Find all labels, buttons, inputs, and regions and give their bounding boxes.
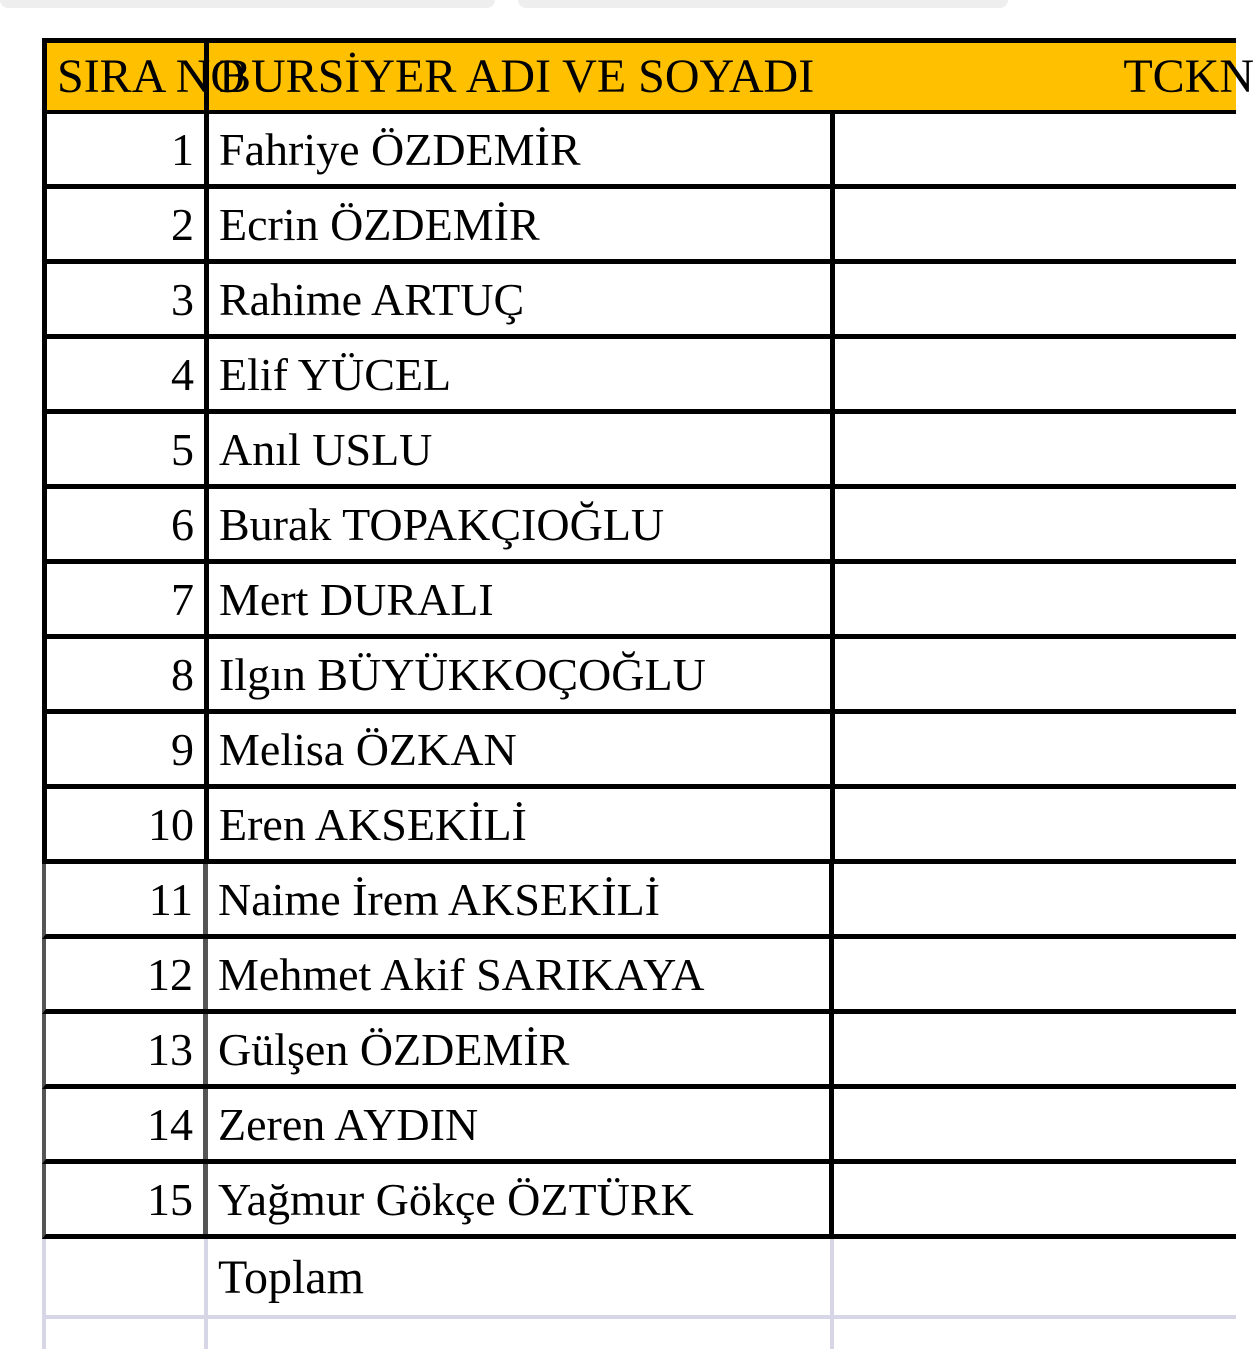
total-cell-tc[interactable] <box>834 1239 1236 1315</box>
tckn-cell[interactable] <box>835 489 1236 559</box>
toolbar-remnant-right <box>518 0 1008 8</box>
empty-cell-tc[interactable] <box>834 1319 1236 1349</box>
row-number-cell[interactable]: 14 <box>46 1089 208 1159</box>
table-row <box>42 489 1236 564</box>
table-row <box>42 864 1236 939</box>
scholar-name-cell[interactable]: Burak TOPAKÇIOĞLU <box>209 489 835 559</box>
header-cell-name[interactable]: BURSİYER ADI VE SOYADI <box>219 50 815 103</box>
tckn-cell[interactable] <box>835 114 1236 184</box>
scholar-name-cell[interactable]: Ilgın BÜYÜKKOÇOĞLU <box>209 639 835 709</box>
row-number-cell[interactable]: 1 <box>47 114 209 184</box>
table-header-row <box>42 38 1254 114</box>
empty-row <box>42 1319 1236 1349</box>
header-cell-no[interactable]: SIRA NO <box>47 43 209 110</box>
table-row <box>42 264 1236 339</box>
scholar-name-cell[interactable]: Fahriye ÖZDEMİR <box>209 114 835 184</box>
scholar-name-cell[interactable]: Anıl USLU <box>209 414 835 484</box>
table-row <box>42 714 1236 789</box>
scholar-name-cell[interactable]: Eren AKSEKİLİ <box>209 789 835 859</box>
table-row <box>42 639 1236 714</box>
header-cell-tc[interactable] <box>835 43 1254 110</box>
table-row <box>42 189 1236 264</box>
row-number-cell[interactable]: 3 <box>47 264 209 334</box>
row-number-cell[interactable]: 2 <box>47 189 209 259</box>
row-number-cell[interactable]: 5 <box>47 414 209 484</box>
tckn-cell[interactable] <box>835 789 1236 859</box>
toolbar-remnant-left <box>0 0 495 8</box>
table-row <box>42 564 1236 639</box>
row-number-cell[interactable]: 4 <box>47 339 209 409</box>
row-number-cell[interactable]: 9 <box>47 714 209 784</box>
scholar-name-cell[interactable]: Rahime ARTUÇ <box>209 264 835 334</box>
total-row <box>42 1239 1236 1319</box>
table-row <box>42 114 1236 189</box>
row-number-cell[interactable]: 7 <box>47 564 209 634</box>
table-body <box>42 114 1236 1239</box>
total-label-cell[interactable]: Toplam <box>208 1239 834 1315</box>
table-row <box>42 1014 1236 1089</box>
row-number-cell[interactable]: 10 <box>47 789 209 859</box>
tckn-cell[interactable] <box>835 414 1236 484</box>
tckn-cell[interactable] <box>835 264 1236 334</box>
row-number-cell[interactable]: 12 <box>46 939 208 1009</box>
scholarship-table <box>42 38 1254 1349</box>
tckn-cell[interactable] <box>834 1164 1236 1234</box>
tckn-cell[interactable] <box>835 714 1236 784</box>
scholar-name-cell[interactable]: Elif YÜCEL <box>209 339 835 409</box>
tckn-cell[interactable] <box>835 339 1236 409</box>
scholar-name-cell[interactable]: Naime İrem AKSEKİLİ <box>208 864 834 934</box>
header-cell-tc-label: TCKN <box>1123 50 1254 103</box>
total-cell-no[interactable] <box>46 1239 208 1315</box>
scholar-name-cell[interactable]: Yağmur Gökçe ÖZTÜRK <box>208 1164 834 1234</box>
empty-cell-name[interactable] <box>208 1319 834 1349</box>
row-number-cell[interactable]: 13 <box>46 1014 208 1084</box>
table-row <box>42 414 1236 489</box>
tckn-cell[interactable] <box>835 189 1236 259</box>
table-row <box>42 339 1236 414</box>
tckn-cell[interactable] <box>834 939 1236 1009</box>
tckn-cell[interactable] <box>835 639 1236 709</box>
row-number-cell[interactable]: 11 <box>46 864 208 934</box>
table-row <box>42 939 1236 1014</box>
tckn-cell[interactable] <box>834 1089 1236 1159</box>
scholar-name-cell[interactable]: Mert DURALI <box>209 564 835 634</box>
tckn-cell[interactable] <box>835 564 1236 634</box>
row-number-cell[interactable]: 8 <box>47 639 209 709</box>
scholar-name-cell[interactable]: Ecrin ÖZDEMİR <box>209 189 835 259</box>
table-row <box>42 1164 1236 1239</box>
scholar-name-cell[interactable]: Melisa ÖZKAN <box>209 714 835 784</box>
empty-cell-no[interactable] <box>46 1319 208 1349</box>
tckn-cell[interactable] <box>834 864 1236 934</box>
row-number-cell[interactable]: 15 <box>46 1164 208 1234</box>
scholar-name-cell[interactable]: Zeren AYDIN <box>208 1089 834 1159</box>
table-row <box>42 789 1236 864</box>
scholar-name-cell[interactable]: Gülşen ÖZDEMİR <box>208 1014 834 1084</box>
table-row <box>42 1089 1236 1164</box>
tckn-cell[interactable] <box>834 1014 1236 1084</box>
row-number-cell[interactable]: 6 <box>47 489 209 559</box>
scholar-name-cell[interactable]: Mehmet Akif SARIKAYA <box>208 939 834 1009</box>
